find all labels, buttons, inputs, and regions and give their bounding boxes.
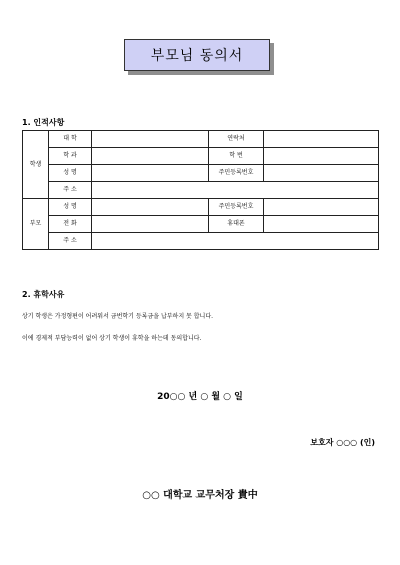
table-row (23, 131, 379, 148)
reason-line-2: 이에 경제적 부담능력이 없어 상기 학생이 휴학을 하는데 동의합니다. (22, 335, 202, 342)
mobile-label: 휴대폰 (209, 216, 264, 233)
parent-rrn-value (264, 199, 379, 216)
student-rrn-value (264, 165, 379, 182)
parent-name-value (92, 199, 209, 216)
personal-info-table (22, 130, 379, 250)
section1-heading: 1. 인적사항 (22, 118, 65, 127)
parent-name-label: 성 명 (49, 199, 92, 216)
parent-rrn-label: 주민등록번호 (209, 199, 264, 216)
contact-label: 연락처 (209, 131, 264, 148)
table-row (23, 165, 379, 182)
student-name-label: 성 명 (49, 165, 92, 182)
phone-value (92, 216, 209, 233)
section2-heading: 2. 휴학사유 (22, 290, 65, 299)
reason-line-1: 상기 학생은 가정형편이 어려워서 금번학기 등록금을 납부하지 못 합니다. (22, 313, 214, 320)
document-title: 부모님 동의서 (124, 39, 270, 71)
college-label: 대 학 (49, 131, 92, 148)
table-row (23, 148, 379, 165)
table-row (23, 233, 379, 250)
parent-address-value (92, 233, 379, 250)
student-address-value (92, 182, 379, 199)
student-address-label: 주 소 (49, 182, 92, 199)
dept-value (92, 148, 209, 165)
title-box (124, 39, 272, 73)
table-row (23, 216, 379, 233)
student-group-label: 학생 (23, 131, 49, 199)
addressee: ○○ 대학교 교무처장 貴中 (142, 490, 258, 501)
mobile-value (264, 216, 379, 233)
contact-value (264, 131, 379, 148)
parent-address-label: 주 소 (49, 233, 92, 250)
table-row (23, 182, 379, 199)
student-rrn-label: 주민등록번호 (209, 165, 264, 182)
student-id-value (264, 148, 379, 165)
student-name-value (92, 165, 209, 182)
phone-label: 전 화 (49, 216, 92, 233)
student-id-label: 학 번 (209, 148, 264, 165)
dept-label: 학 과 (49, 148, 92, 165)
college-value (92, 131, 209, 148)
table-row (23, 199, 379, 216)
date-line: 20○○ 년 ○ 월 ○ 일 (157, 392, 243, 402)
parent-group-label: 부모 (23, 199, 49, 250)
guardian-signature: 보호자 ○○○ (인) (310, 438, 375, 447)
